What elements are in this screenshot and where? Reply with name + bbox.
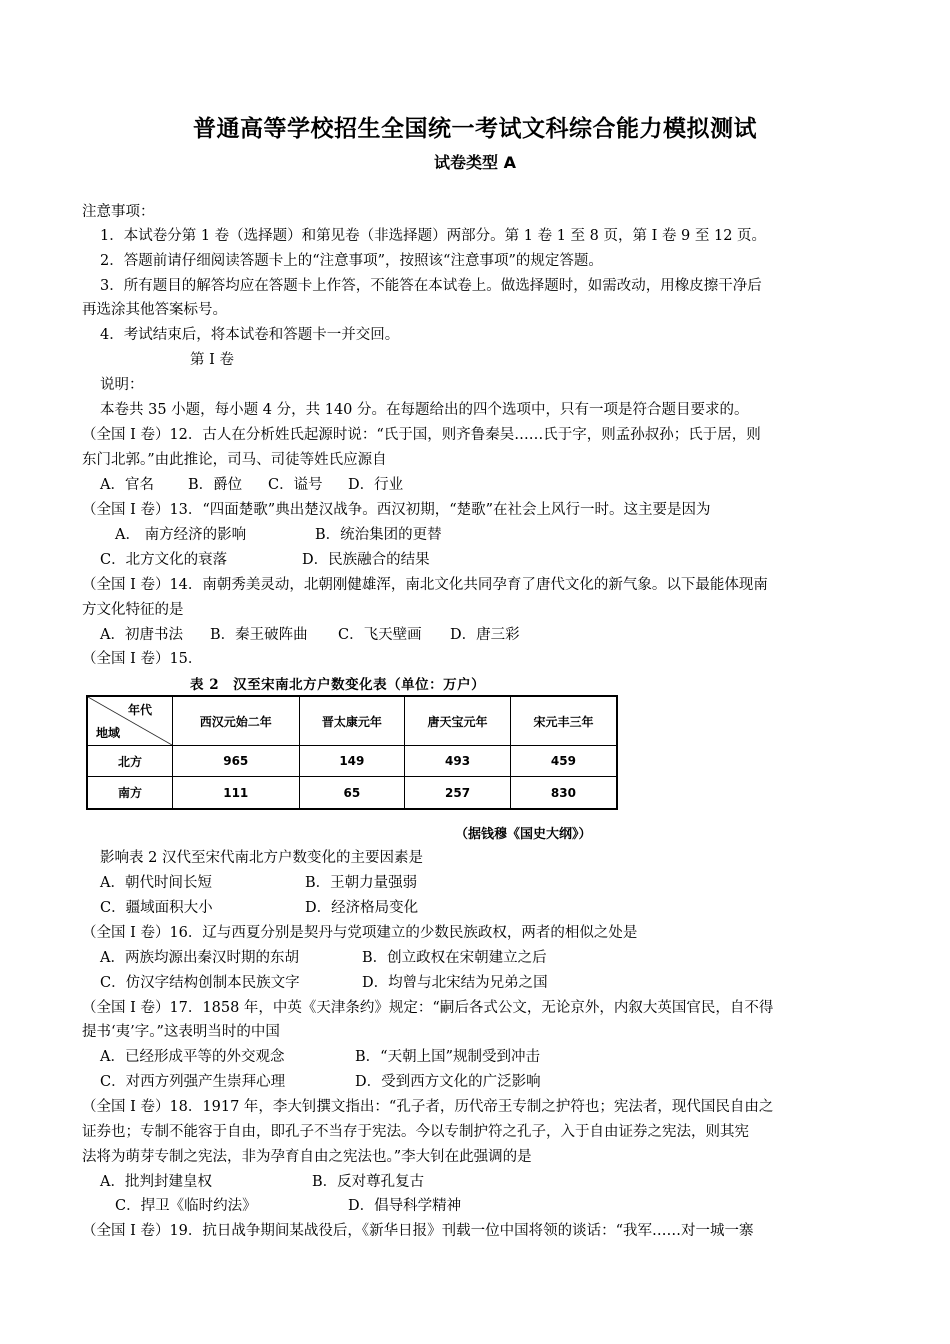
q14-option-a: A．初唐书法 (100, 627, 183, 643)
q18-options-row1 (100, 1172, 890, 1192)
q15-option-b: B．王朝力量强弱 (305, 875, 418, 891)
table-caption: 表 2 汉至宋南北方户数变化表（单位：万户） (190, 677, 486, 693)
q18-options-row2 (115, 1196, 905, 1216)
q17-option-d: D．受到西方文化的广泛影响 (355, 1074, 541, 1090)
q13-option-a: A． 南方经济的影响 (115, 527, 247, 543)
notice-item-4: 4．考试结束后，将本试卷和答题卡一并交回。 (100, 327, 400, 343)
row-label: 南方 (87, 777, 173, 809)
q15-stem: 影响表 2 汉代至宋代南北方户数变化的主要因素是 (100, 850, 423, 866)
q18-option-d: D．倡导科学精神 (348, 1198, 462, 1214)
notice-item-1: 1．本试卷分第 1 卷（选择题）和第见卷（非选择题）两部分。第 1 卷 1 至 8 页，第 I 卷 9 至 12 页。 (100, 228, 767, 244)
q16-stem: （全国 I 卷）16．辽与西夏分别是契丹与党项建立的少数民族政权，两者的相似之处是 (82, 925, 638, 941)
q13-stem: （全国 I 卷）13．“四面楚歌”典出楚汉战争。西汉初期，“楚歌”在社会上风行一时。这主要是因为 (82, 502, 711, 518)
q15-option-d: D．经济格局变化 (305, 900, 419, 916)
q13-option-b: B．统治集团的更替 (315, 527, 442, 543)
q18-stem-line1: （全国 I 卷）18．1917 年，李大钊撰文指出：“孔子者，历代帝王专制之护符也；宪法者，现代国民自由之 (82, 1099, 774, 1115)
q12-option-a: A．官名 (100, 477, 154, 493)
q17-stem-line1: （全国 I 卷）17．1858 年，中英《天津条约》规定：“嗣后各式公文，无论京外，内叙大英国官民，自不得 (82, 1000, 774, 1016)
table-cell: 459 (510, 746, 617, 777)
table-cell: 493 (405, 746, 511, 777)
exam-subtitle: 试卷类型 A (434, 153, 516, 172)
q16-option-c: C．仿汉字结构创制本民族文字 (100, 975, 300, 991)
table-corner-cell (87, 696, 173, 746)
q18-option-c: C．捍卫《临时约法》 (115, 1198, 257, 1214)
q14-option-b: B．秦王破阵曲 (210, 627, 308, 643)
q14-option-c: C．飞天壁画 (338, 627, 422, 643)
q13-options-row2 (100, 550, 890, 570)
q18-stem-line3: 法将为萌芽专制之宪法，非为孕育自由之宪法也。”李大钊在此强调的是 (82, 1149, 532, 1165)
q15-option-a: A．朝代时间长短 (100, 875, 212, 891)
q12-options (100, 475, 890, 495)
q17-stem-line2: 提书‘夷’字。”这表明当时的中国 (82, 1024, 280, 1040)
q16-options-row2 (100, 973, 890, 993)
column-header: 西汉元始二年 (173, 696, 300, 746)
corner-label-era: 年代 (127, 703, 152, 717)
q18-option-b: B．反对尊孔复古 (312, 1174, 425, 1190)
table-row (87, 777, 617, 809)
q12-option-b: B．爵位 (188, 477, 243, 493)
q15-option-c: C．疆域面积大小 (100, 900, 213, 916)
household-table (86, 695, 618, 810)
q18-stem-line2: 证券也；专制不能容于自由，即孔子不当存于宪法。今以专制护符之孔子，入于自由证券之宪法，则其宪 (82, 1124, 749, 1140)
q15-options-row1 (100, 873, 890, 893)
q17-option-b: B．“天朝上国”规制受到冲击 (355, 1049, 540, 1065)
q12-option-d: D．行业 (348, 477, 404, 493)
q14-options (100, 625, 890, 645)
table-header-row (87, 696, 617, 746)
q17-option-a: A．已经形成平等的外交观念 (100, 1049, 285, 1065)
column-header: 晋太康元年 (299, 696, 405, 746)
q14-option-d: D．唐三彩 (450, 627, 520, 643)
q16-option-a: A．两族均源出秦汉时期的东胡 (100, 950, 299, 966)
q17-options-row2 (100, 1072, 890, 1092)
q12-option-c: C．谥号 (268, 477, 323, 493)
q15-stem-line1: （全国 I 卷）15． (82, 651, 203, 667)
section-title: 第 I 卷 (190, 352, 234, 368)
table-cell: 111 (173, 777, 300, 809)
q14-stem-line1: （全国 I 卷）14．南朝秀美灵动，北朝刚健雄浑，南北文化共同孕育了唐代文化的新气象。以下最能体现南 (82, 577, 768, 593)
q16-options-row1 (100, 948, 890, 968)
table-cell: 830 (510, 777, 617, 809)
q15-options-row2 (100, 898, 890, 918)
q14-stem-line2: 方文化特征的是 (82, 602, 184, 618)
notice-item-3: 3．所有题目的解答均应在答题卡上作答，不能答在本试卷上。做选择题时，如需改动，用橡皮擦干净后 (100, 278, 762, 294)
q19-stem-line1: （全国 I 卷）19．抗日战争期间某战役后，《新华日报》刊载一位中国将领的谈话：“我军……对一城一寨 (82, 1223, 754, 1239)
q18-option-a: A．批判封建皇权 (100, 1174, 212, 1190)
notice-item-3-cont: 再选涂其他答案标号。 (82, 302, 227, 318)
q16-option-d: D．均曾与北宋结为兄弟之国 (362, 975, 548, 991)
table-source: （据钱穆《国史大纲》） (455, 827, 592, 842)
explain-text: 本卷共 35 小题，每小题 4 分，共 140 分。在每题给出的四个选项中，只有一项是符合题目要求的。 (100, 402, 749, 418)
table-row (87, 746, 617, 777)
q12-stem-line1: （全国 I 卷）12．古人在分析姓氏起源时说：“氏于国，则齐鲁秦吴……氏于字，则孟孙叔孙；氏于居，则 (82, 427, 761, 443)
column-header: 唐天宝元年 (405, 696, 511, 746)
table-cell: 965 (173, 746, 300, 777)
column-header: 宋元丰三年 (510, 696, 617, 746)
notice-heading: 注意事项： (82, 204, 155, 220)
q17-options-row1 (100, 1047, 890, 1067)
q13-option-d: D．民族融合的结果 (302, 552, 430, 568)
exam-title: 普通高等学校招生全国统一考试文科综合能力模拟测试 (193, 116, 757, 142)
notice-item-2: 2．答题前请仔细阅读答题卡上的“注意事项”，按照该“注意事项”的规定答题。 (100, 253, 603, 269)
explain-heading: 说明： (100, 377, 144, 393)
corner-label-region: 地域 (96, 726, 121, 740)
q13-options-row1 (115, 525, 905, 545)
q16-option-b: B．创立政权在宋朝建立之后 (362, 950, 547, 966)
q13-option-c: C．北方文化的衰落 (100, 552, 228, 568)
q12-stem-line2: 东门北郭。”由此推论，司马、司徒等姓氏应源自 (82, 452, 387, 468)
table-cell: 65 (299, 777, 405, 809)
row-label: 北方 (87, 746, 173, 777)
table-cell: 257 (405, 777, 511, 809)
q17-option-c: C．对西方列强产生崇拜心理 (100, 1074, 286, 1090)
table-cell: 149 (299, 746, 405, 777)
